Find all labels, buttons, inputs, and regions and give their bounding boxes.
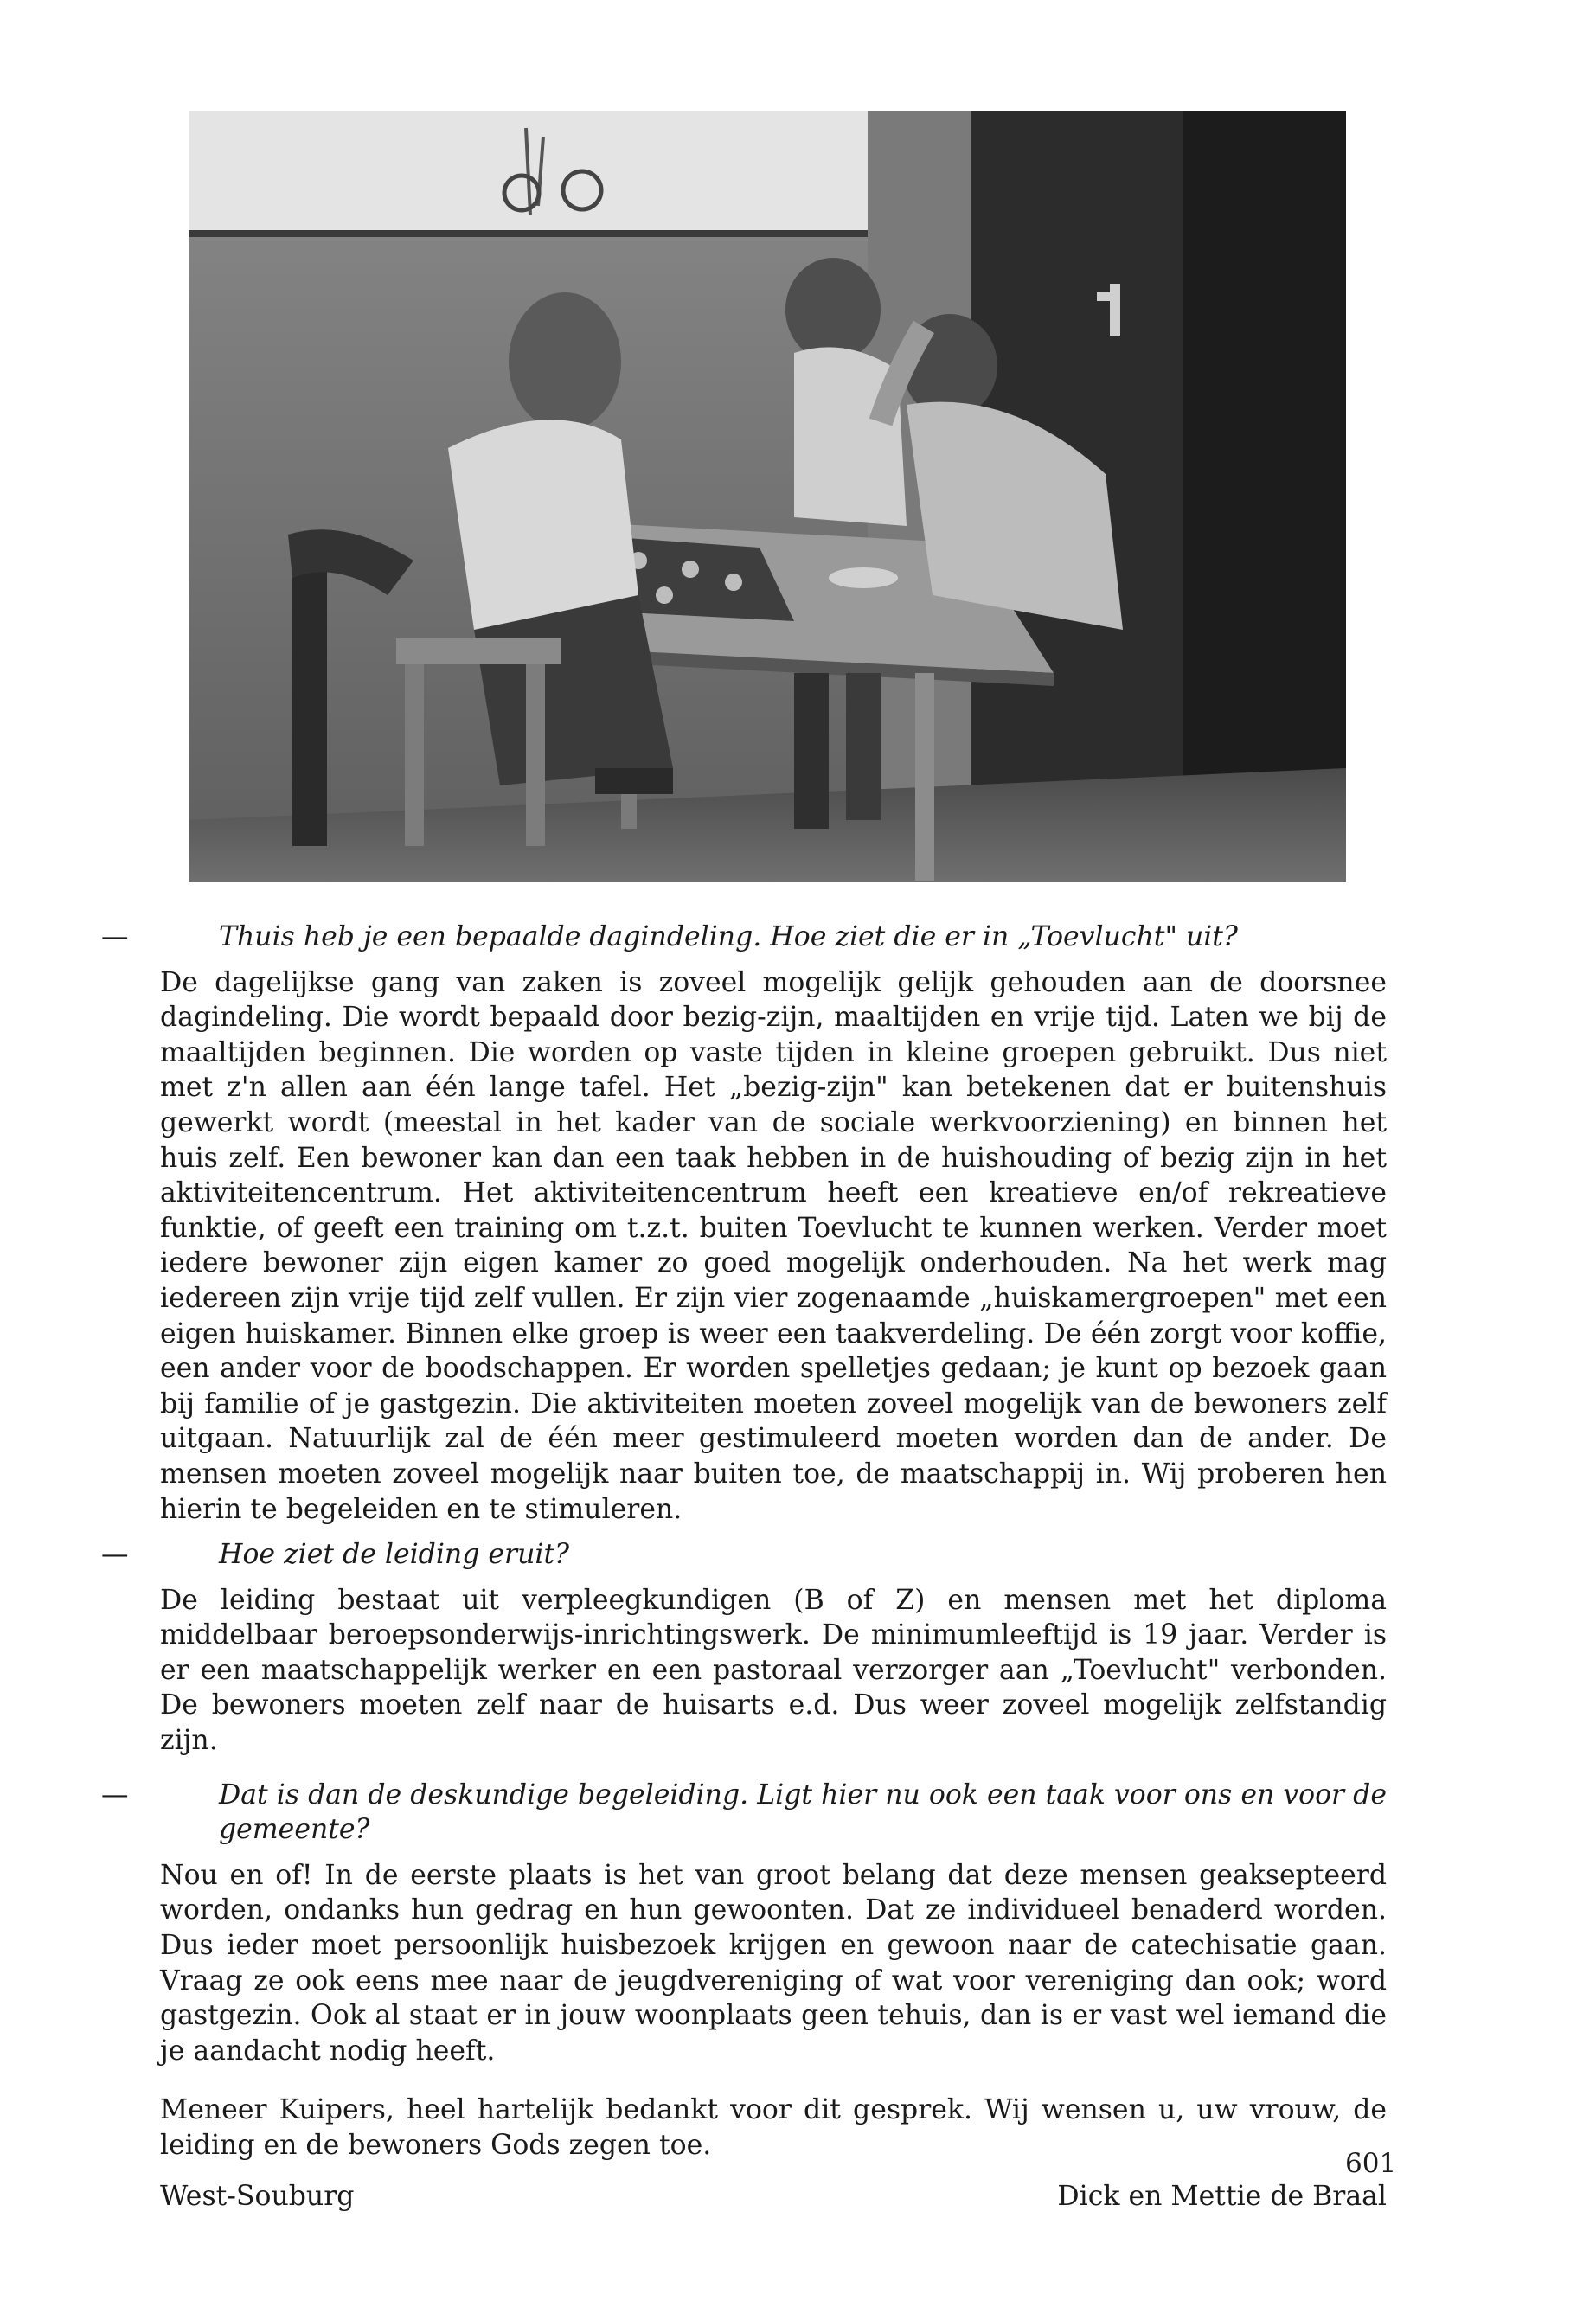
question-dash: — [101, 921, 129, 952]
closing-paragraph: Meneer Kuipers, heel hartelijk bedankt voor dit gesprek. Wij wensen u, uw vrouw, de leiding en de bewoners Gods zegen toe. [160, 2094, 1387, 2161]
question-2 [101, 1537, 1387, 1573]
answer-3: Nou en of! In de eerste plaats is het van groot belang dat deze mensen geaksepteerd worden, ondanks hun gedrag en hun gewoonten. Dat ze individueel benaderd worden. Dus ieder moet persoonlijk huisbezoek krijgen en gewoon naar de catechisatie gaan. Vraag ze ook eens mee naar de jeugdvereniging of wat voor vereniging dan ook; word gastgezin. Ook al staat er in jouw woonplaats geen tehuis, dan is er vast wel iemand die je aandacht nodig heeft. [160, 1859, 1387, 2067]
photo-men-playing-checkers [189, 111, 1346, 882]
question-dash: — [101, 1779, 129, 1811]
signature-authors: Dick en Mettie de Braal [1057, 2180, 1387, 2212]
question-1 [101, 920, 1387, 955]
question-dash: — [101, 1539, 129, 1571]
question-text: Dat is dan de deskundige begeleiding. Ligt hier nu ook een taak voor ons en voor de gemeente? [219, 1779, 1387, 1846]
answer-1: De dagelijkse gang van zaken is zoveel mogelijk gelijk gehouden aan de doorsnee dagindeling. Die wordt bepaald door bezig-zijn, maaltijden en vrije tijd. Laten we bij de maaltijden beginnen. Die worden op vaste tijden in kleine groepen gebruikt. Dus niet met z'n allen aan één lange tafel. Het „bezig-zijn" kan betekenen dat er buitenshuis gewerkt wordt (meestal in het kader van de sociale werkvoorziening) en binnen het huis zelf. Een bewoner kan dan een taak hebben in de huishouding of bezig zijn in het aktiviteitencentrum. Het aktiviteitencentrum heeft een kreatieve en/of rekreatieve funktie, of geeft een training om t.z.t. buiten Toevlucht te kunnen werken. Verder moet iedere bewoner zijn eigen kamer zo goed mogelijk onderhouden. Na het werk mag iedereen zijn vrije tijd zelf vullen. Er zijn vier zogenaamde „huiskamergroepen" met een eigen huiskamer. Binnen elke groep is weer een taakverdeling. De één zorgt voor koffie, een ander voor de boodschappen. Er worden spelletjes gedaan; je kunt op bezoek gaan bij familie of je gastgezin. Die aktiviteiten moeten zoveel mogelijk van de bewoners zelf uitgaan. Natuurlijk zal de één meer gestimuleerd moeten worden dan de ander. De mensen moeten zoveel mogelijk naar buiten toe, de maatschappij in. Wij proberen hen hierin te begeleiden en te stimuleren. [160, 966, 1387, 1525]
article-body [101, 920, 1397, 2214]
answer-2: De leiding bestaat uit verpleegkundigen (B of Z) en mensen met het diploma middelbaar beroepsonderwijs-inrichtingswerk. De minimumleeftijd is 19 jaar. Verder is er een maatschappelijk werker en een pastoraal verzorger aan „Toevlucht" verbonden. De bewoners moeten zelf naar de huisarts e.d. Dus weer zoveel mogelijk zelfstandig zijn. [160, 1584, 1387, 1757]
question-text: Thuis heb je een bepaalde dagindeling. Hoe ziet die er in „Toevlucht" uit? [219, 921, 1238, 952]
signature-line [160, 2179, 1387, 2214]
question-3 [101, 1778, 1387, 1848]
signature-place: West-Souburg [160, 2180, 355, 2212]
page-number: 601 [1345, 2148, 1397, 2179]
photo-men-playing-checkers-icon [189, 111, 1346, 882]
question-text: Hoe ziet de leiding eruit? [219, 1539, 569, 1571]
